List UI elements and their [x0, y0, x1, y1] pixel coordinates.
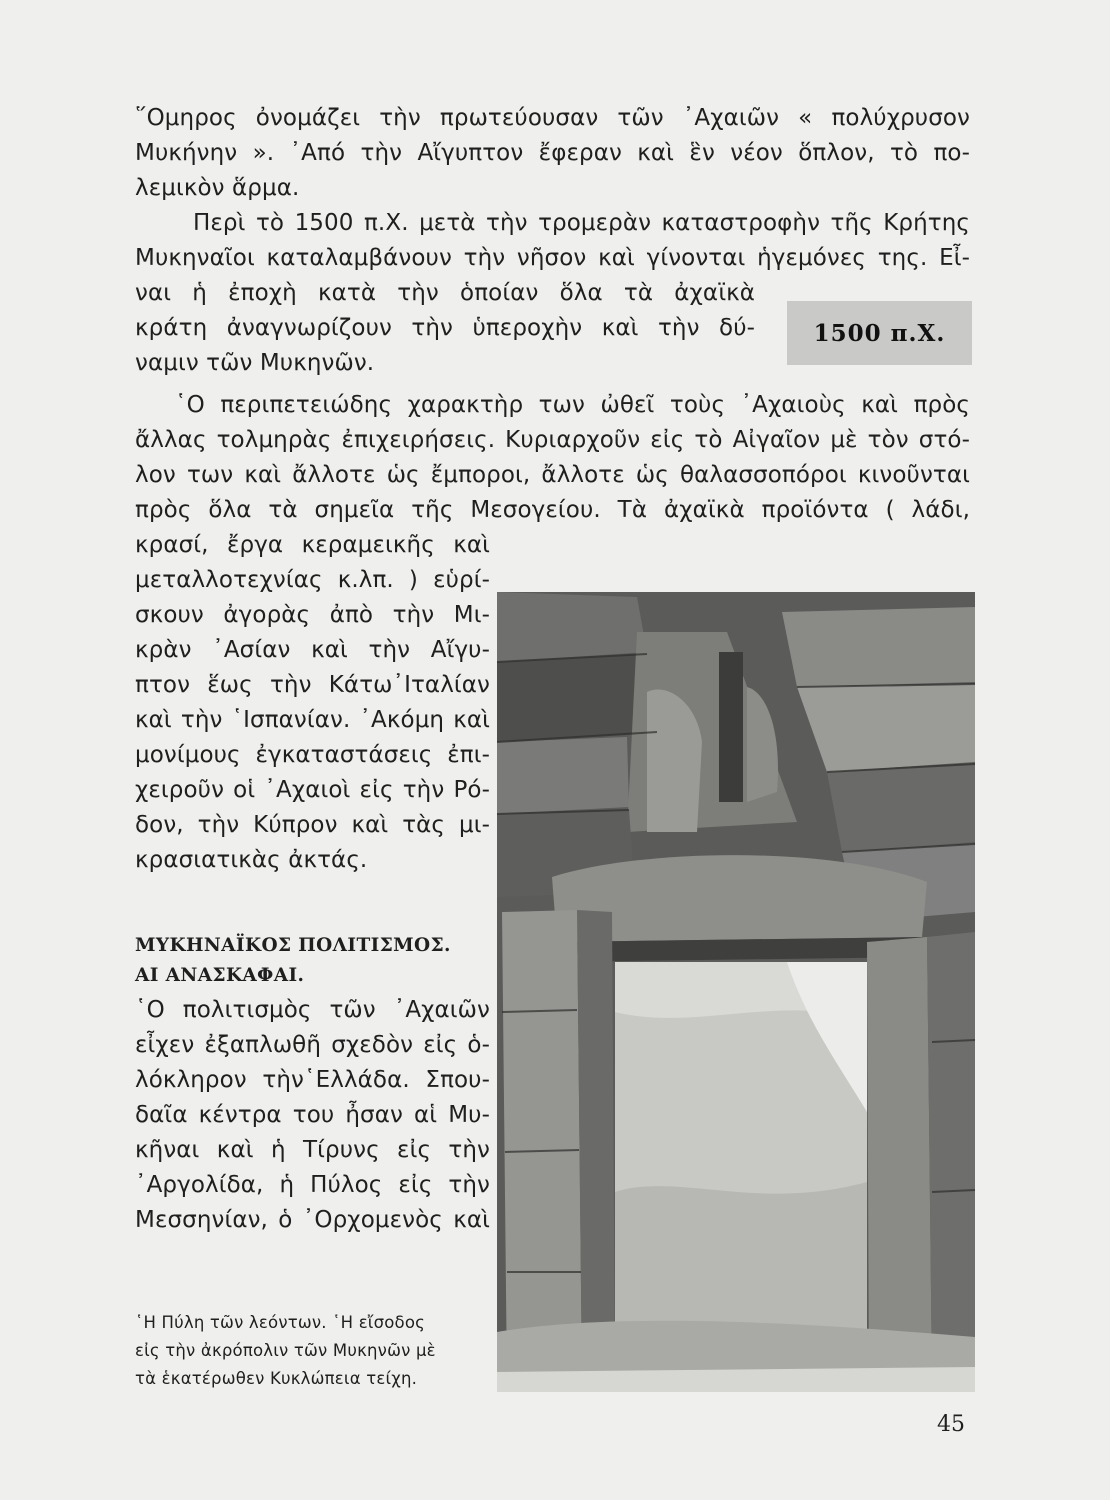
paragraph2-line-5: ναμιν τῶν Μυκηνῶν.	[135, 350, 375, 376]
paragraph4-line-2: εἶχεν ἐξαπλωθῆ σχεδὸν εἰς ὁ-	[135, 1032, 490, 1058]
section-heading-line-2: ΑΙ ΑΝΑΣΚΑΦΑΙ.	[135, 965, 305, 986]
paragraph3-line-2: ἄλλας τολμηρὰς ἐπιχειρήσεις. Κυριαρχοῦν εἰς τὸ Αἰγαῖον μὲ τὸν στό-	[135, 427, 970, 453]
margin-date-box	[787, 301, 972, 365]
paragraph2-line-1: Περὶ τὸ 1500 π.Χ. μετὰ τὴν τρομερὰν καταστροφὴν τῆς Κρήτης	[193, 210, 970, 236]
paragraph3-line-6: μεταλλοτεχνίας κ.λπ. ) εὑρί-	[135, 567, 490, 593]
paragraph1-line-1: ῞Ομηρος ὀνομάζει τὴν πρωτεύουσαν τῶν ᾿Αχαιῶν « πολύχρυσον	[135, 105, 970, 131]
paragraph3-line-3: λον των καὶ ἄλλοτε ὡς ἔμποροι, ἄλλοτε ὡς θαλασσοπόροι κινοῦνται	[135, 462, 970, 488]
paragraph3-line-13: δον, τὴν Κύπρον καὶ τὰς μι-	[135, 812, 490, 838]
page-number: 45	[937, 1412, 965, 1437]
photo-caption-line-3: τὰ ἑκατέρωθεν Κυκλώπεια τείχη.	[135, 1369, 418, 1388]
photo-caption-line-1: ῾Η Πύλη τῶν λεόντων. ῾Η εἴσοδος	[135, 1313, 426, 1332]
paragraph1-line-2: Μυκήνην ». ᾿Από τὴν Αἴγυπτον ἔφεραν καὶ ἓν νέον ὅπλον, τὸ πο-	[135, 140, 970, 166]
paragraph4-line-5: κῆναι καὶ ἡ Τίρυνς εἰς τὴν	[135, 1137, 490, 1163]
photo-caption-line-2: εἰς τὴν ἀκρόπολιν τῶν Μυκηνῶν μὲ	[135, 1341, 436, 1360]
paragraph4-line-6: ᾿Αργολίδα, ἡ Πύλος εἰς τὴν	[135, 1172, 490, 1198]
margin-date-label: 1500 π.Χ.	[813, 319, 946, 347]
paragraph3-line-7: σκουν ἀγορὰς ἀπὸ τὴν Μι-	[135, 602, 490, 628]
paragraph3-line-14: κρασιατικὰς ἀκτάς.	[135, 847, 368, 873]
paragraph4-line-7: Μεσσηνίαν, ὁ ᾿Ορχομενὸς καὶ	[135, 1207, 490, 1233]
paragraph4-line-4: δαῖα κέντρα του ἦσαν αἱ Μυ-	[135, 1102, 490, 1128]
lion-gate-photo	[497, 592, 975, 1392]
section-heading-line-1: ΜΥΚΗΝΑΪΚΟΣ ΠΟΛΙΤΙΣΜΟΣ.	[135, 935, 451, 956]
paragraph3-line-4: πρὸς ὅλα τὰ σημεῖα τῆς Μεσογείου. Τὰ ἀχαϊκὰ προϊόντα ( λάδι,	[135, 497, 970, 523]
paragraph3-line-12: χειροῦν οἱ ᾿Αχαιοὶ εἰς τὴν Ρό-	[135, 777, 490, 803]
paragraph3-line-9: πτον ἕως τὴν Κάτω᾿Ιταλίαν	[135, 672, 490, 698]
paragraph3-line-5: κρασί, ἔργα κεραμεικῆς καὶ	[135, 532, 490, 558]
paragraph3-line-11: μονίμους ἐγκαταστάσεις ἐπι-	[135, 742, 490, 768]
paragraph2-line-4: κράτη ἀναγνωρίζουν τὴν ὑπεροχὴν καὶ τὴν δύ-	[135, 315, 755, 341]
paragraph2-line-2: Μυκηναῖοι καταλαμβάνουν τὴν νῆσον καὶ γίνονται ἡγεμόνες της. Εἶ-	[135, 245, 970, 271]
paragraph4-line-3: λόκληρον τὴν῾Ελλάδα. Σπου-	[135, 1067, 490, 1093]
paragraph3-line-1: ῾Ο περιπετειώδης χαρακτὴρ των ὠθεῖ τοὺς ᾿Αχαιοὺς καὶ πρὸς	[175, 392, 970, 418]
paragraph1-line-3: λεμικὸν ἅρμα.	[135, 175, 300, 201]
paragraph3-line-10: καὶ τὴν ῾Ισπανίαν. ᾿Ακόμη καὶ	[135, 707, 490, 733]
paragraph2-line-3: ναι ἡ ἐποχὴ κατὰ τὴν ὁποίαν ὅλα τὰ ἀχαϊκὰ	[135, 280, 755, 306]
paragraph4-line-1: ῾Ο πολιτισμὸς τῶν ᾿Αχαιῶν	[135, 997, 490, 1023]
paragraph3-line-8: κρὰν ᾿Ασίαν καὶ τὴν Αἴγυ-	[135, 637, 490, 663]
